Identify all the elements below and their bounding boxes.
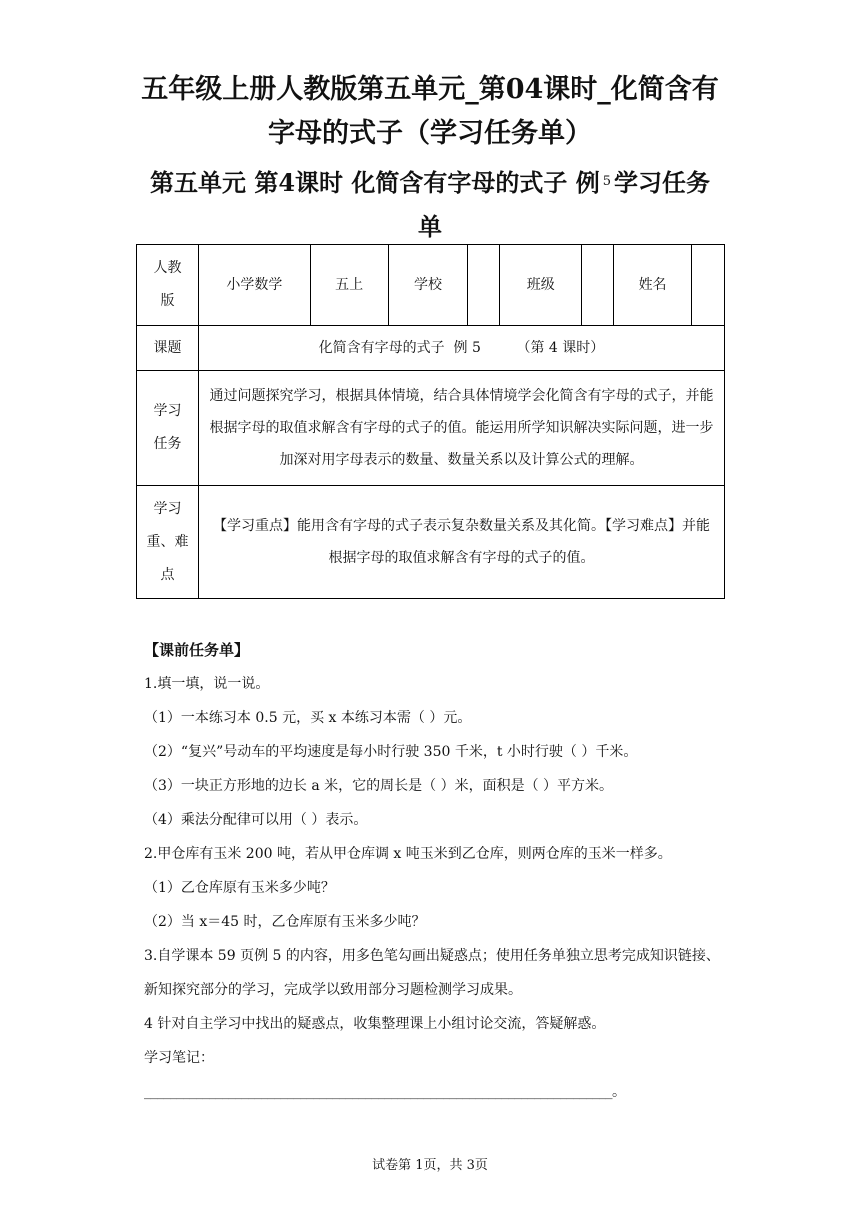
info-table: [136, 244, 725, 599]
list-item: （1）一本练习本 0.5 元，买 x 本练习本需（ ）元。: [144, 710, 472, 726]
school-label: 学校: [388, 245, 468, 326]
subtitle-part-2: 学习任务: [614, 168, 711, 197]
focus-label-line-1: 学习: [153, 500, 182, 517]
list-item: 3.自学课本 59 页例 5 的内容，用多色笔勾画出疑惑点；使用任务单独立思考完成知识链接、新知探究部分的学习，完成学以致用部分习题检测学习成果。: [144, 948, 720, 998]
pre-class-heading: 【课前任务单】: [144, 641, 250, 659]
table-row-topic: [137, 326, 725, 371]
list-item: （3）一块正方形地的边长 a 米，它的周长是（ ）米，面积是（ ）平方米。: [144, 778, 614, 794]
list-item: （1）乙仓库原有玉米多少吨？: [144, 880, 335, 896]
title-line-2: 字母的式子（学习任务单）: [268, 118, 592, 149]
page-footer: 试卷第 1页，共 3页: [372, 1158, 488, 1173]
notes-line[interactable]: ________________________________________________________________________。: [144, 1084, 626, 1100]
task-label-line-2: 任务: [153, 436, 182, 452]
grade-cell: 五上: [310, 245, 388, 326]
task-label: [137, 371, 199, 486]
pre-class-section: [144, 633, 724, 1109]
list-item: （2）当 x＝45 时，乙仓库原有玉米多少吨？: [144, 914, 426, 930]
school-field[interactable]: [468, 245, 500, 326]
list-item: 4 针对自主学习中找出的疑惑点，收集整理课上小组讨论交流，答疑解惑。: [144, 1016, 606, 1032]
subtitle-part-1: 第五单元 第4课时 化简含有字母的式子 例: [149, 168, 600, 197]
subtitle-example-number: 5: [602, 174, 612, 189]
class-label: 班级: [500, 245, 582, 326]
list-item: （2）“复兴”号动车的平均速度是每小时行驶 350 千米，t 小时行驶（ ）千米。: [144, 744, 638, 760]
list-item: 1.填一填，说一说。: [144, 676, 270, 692]
subject-cell: 小学数学: [198, 245, 310, 326]
focus-label-line-2: 重、难: [146, 533, 189, 550]
publisher-cell: 人教版: [137, 245, 199, 326]
notes-label: 学习笔记：: [144, 1050, 214, 1066]
focus-label: [137, 486, 199, 599]
list-item: （4）乘法分配律可以用（ ）表示。: [144, 812, 368, 828]
document-subtitle: [0, 160, 860, 249]
task-text: 通过问题探究学习，根据具体情境，结合具体情境学会化简含有字母的式子，并能根据字母的取值求解含有字母的式子的值。能运用所学知识解决实际问题，进一步加深对用字母表示的数量、数量关系以及计算公式的理解。: [198, 371, 724, 486]
subtitle-line-2: 单: [418, 212, 442, 241]
table-row-task: [137, 371, 725, 486]
table-row-focus: [137, 486, 725, 599]
topic-label: 课题: [137, 326, 199, 371]
task-label-line-1: 学习: [153, 403, 182, 419]
name-field[interactable]: [692, 245, 725, 326]
focus-text: 【学习重点】能用含有字母的式子表示复杂数量关系及其化简。【学习难点】并能根据字母的取值求解含有字母的式子的值。: [198, 486, 724, 599]
focus-label-line-3: 点: [160, 566, 175, 583]
table-row-header: [137, 245, 725, 326]
class-field[interactable]: [582, 245, 614, 326]
title-line-1: 五年级上册人教版第五单元_第04课时_化简含有: [141, 74, 719, 105]
name-label: 姓名: [614, 245, 692, 326]
list-item: 2.甲仓库有玉米 200 吨，若从甲仓库调 x 吨玉米到乙仓库，则两仓库的玉米一样多。: [144, 846, 672, 862]
topic-value: 化简含有字母的式子 例 5 （第 4 课时）: [198, 326, 724, 371]
document-title: [0, 68, 860, 156]
